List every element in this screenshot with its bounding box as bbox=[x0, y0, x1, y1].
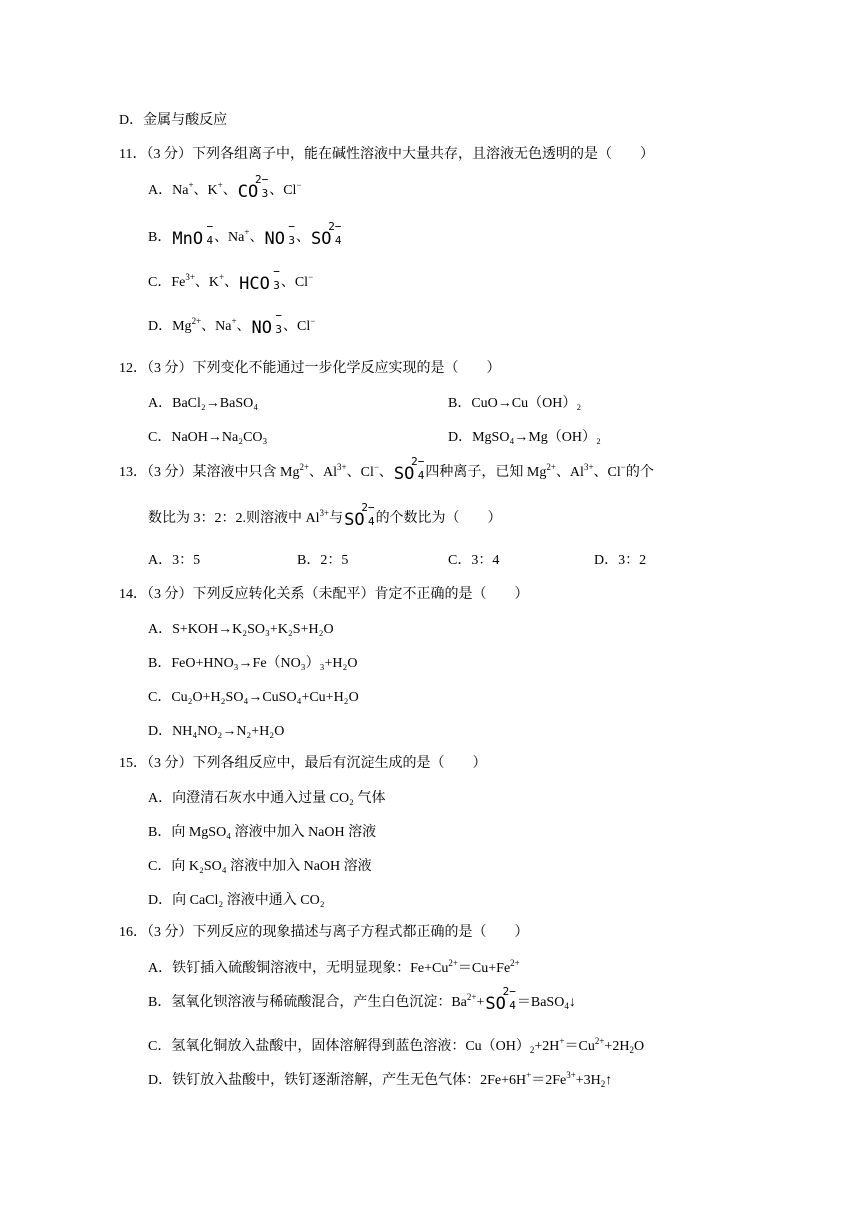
q13-stem-line1: 13．（3 分）某溶液中只含 $Mg^{2+}$、$Al^{3+}$、Cl−、SO 2− 4 四种离子，已知 $Mg^{2+}$、$Al^{3+}$、Cl−的个 bbox=[119, 455, 654, 484]
q16-option-c: C．氢氧化铜放入盐酸中，固体溶解得到蓝色溶液：$Cu(OH)_2+2H^+=Cu^{2+}+2H_2O$ bbox=[148, 1036, 645, 1055]
q11-stem: 11．（3 分）下列各组离子中，能在碱性溶液中大量共存，且溶液无色透明的是（ ） bbox=[119, 147, 654, 162]
q10-option-d: D．金属与酸反应 bbox=[119, 113, 228, 128]
q11-option-d: D．$Mg^{2+}$、Na+、NO − 3 、Cl− bbox=[148, 309, 316, 338]
q14-option-a: A．S+KOH→K₂SO₃+K₂S+H₂O bbox=[148, 622, 334, 637]
q12-option-d: D．MgSO₄→Mg（OH）₂ bbox=[448, 430, 601, 445]
q12-option-b: B．CuO→Cu（OH）₂ bbox=[448, 396, 582, 411]
q15-option-c: C．向 K₂SO₄ 溶液中加入 NaOH 溶液 bbox=[148, 859, 372, 874]
q15-option-a: A．向澄清石灰水中通入过量 CO₂ 气体 bbox=[148, 791, 386, 806]
q11-option-c: C．$Fe^{3+}$、K+、HCO − 3 、Cl− bbox=[148, 265, 314, 294]
q14-stem: 14．（3 分）下列反应转化关系（未配平）肯定不正确的是（ ） bbox=[119, 587, 529, 602]
q14-option-c: C．Cu₂O+H₂SO₄→CuSO₄+Cu+H₂O bbox=[148, 690, 359, 705]
q14-option-b: B．FeO+HNO₃→Fe（NO₃）₃+H₂O bbox=[148, 656, 358, 671]
q16-stem: 16．（3 分）下列反应的现象描述与离子方程式都正确的是（ ） bbox=[119, 925, 529, 940]
q13-option-d: D．3：2 bbox=[594, 553, 647, 568]
q13-option-a: A．3：5 bbox=[148, 553, 201, 568]
q12-stem: 12．（3 分）下列变化不能通过一步化学反应实现的是（ ） bbox=[119, 361, 501, 376]
q12-option-a: A．BaCl₂→BaSO₄ bbox=[148, 396, 259, 411]
q15-option-d: D．向 CaCl₂ 溶液中通入 CO₂ bbox=[148, 893, 325, 908]
q16-option-a: A．铁钉插入硫酸铜溶液中，无明显现象：$Fe+Cu^{2+}=Cu+Fe^{2+}$ bbox=[148, 958, 520, 976]
q13-option-c: C．3：4 bbox=[448, 553, 500, 568]
q16-option-b: B．氢氧化钡溶液与稀硫酸混合，产生白色沉淀：$Ba^{2+}+SO$ 2− 4 ＝BaSO$_4$↓ bbox=[148, 985, 576, 1014]
q14-option-d: D．NH₄NO₂→N₂+H₂O bbox=[148, 724, 285, 739]
q11-option-a: A．Na+、K+、CO 2− 3 、Cl− bbox=[148, 173, 302, 202]
q13-option-b: B．2：5 bbox=[297, 553, 349, 568]
q15-stem: 15．（3 分）下列各组反应中，最后有沉淀生成的是（ ） bbox=[119, 756, 487, 771]
q12-option-c: C．NaOH→Na₂CO₃ bbox=[148, 430, 268, 445]
q15-option-b: B．向 MgSO₄ 溶液中加入 NaOH 溶液 bbox=[148, 825, 377, 840]
q16-option-d: D．铁钉放入盐酸中，铁钉逐渐溶解，产生无色气体：$2Fe+6H^+=2Fe^{3+}+3H_2↑$ bbox=[148, 1070, 613, 1089]
q13-stem-line2: 数比为 3：2：2.则溶液中 $Al^{3+}$与SO 2− 4 的个数比为（ ） bbox=[148, 501, 502, 530]
q11-option-b: B．MnO − 4 、Na+、NO − 3 、SO 2− 4 bbox=[148, 220, 342, 249]
